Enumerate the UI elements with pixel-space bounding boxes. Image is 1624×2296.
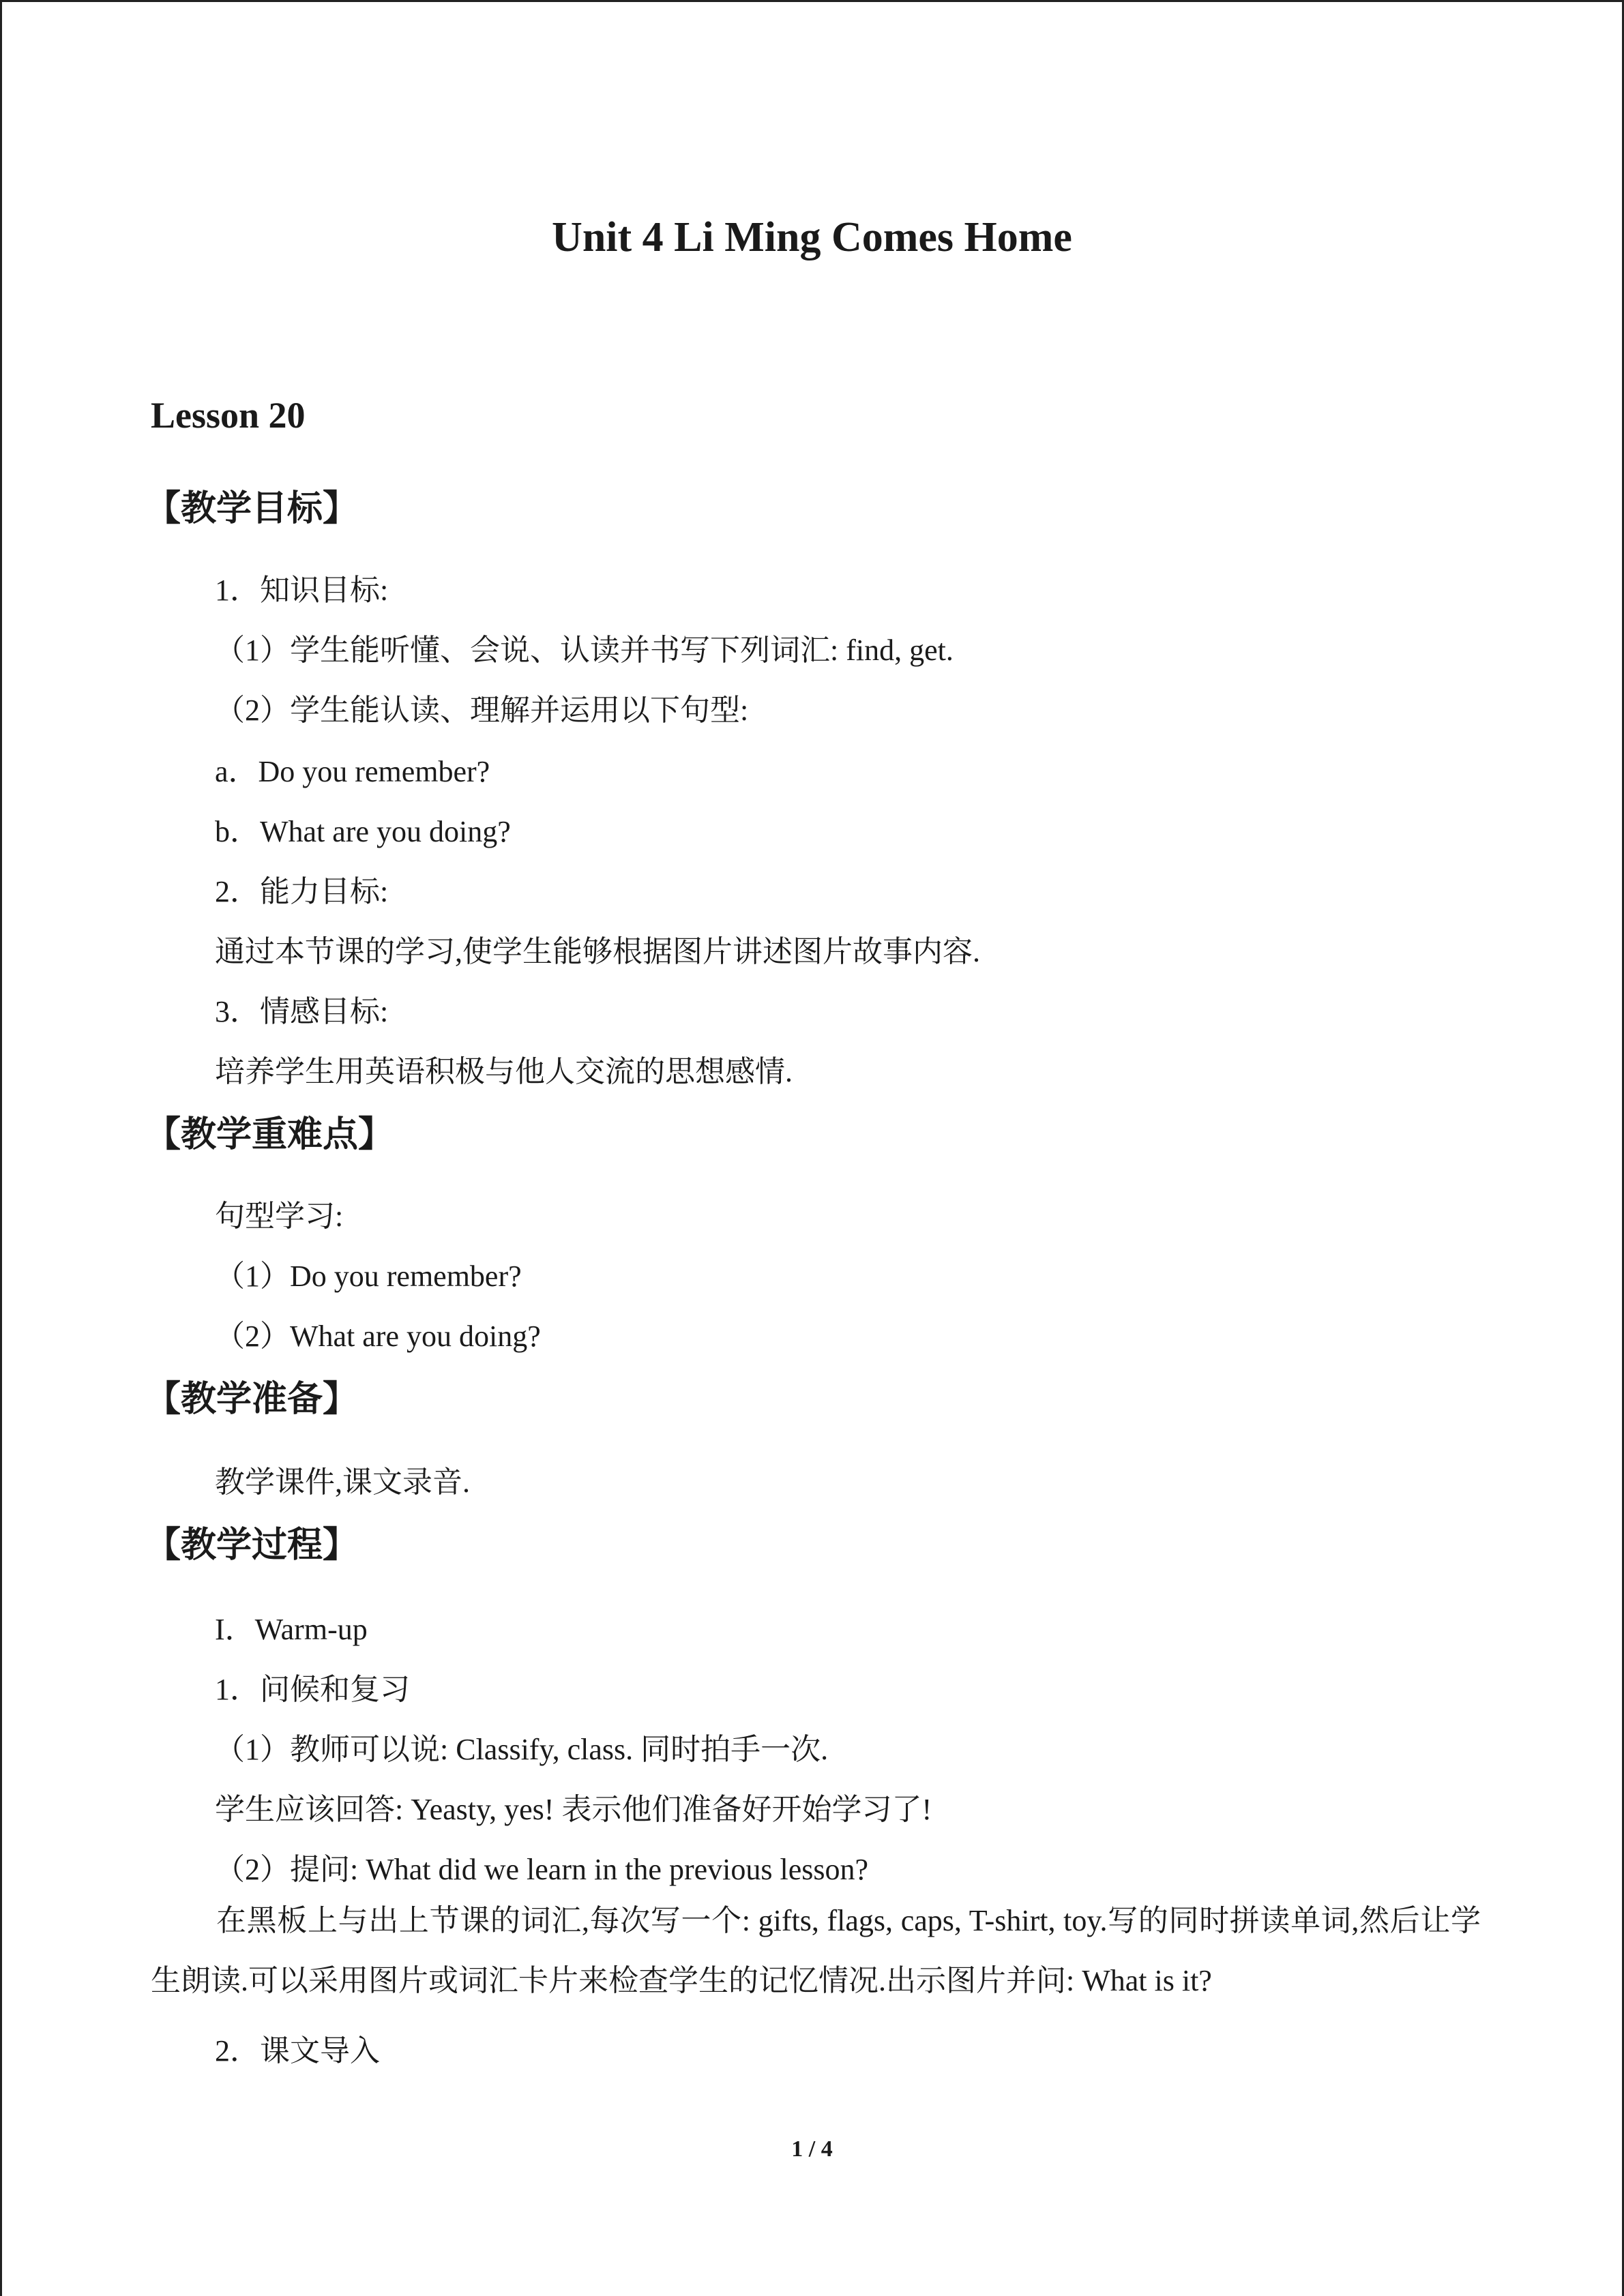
section-heading-process: 【教学过程】 — [145, 1525, 359, 1566]
objectives-line: 3．情感目标: — [215, 995, 389, 1028]
objectives-line: 培养学生用英语积极与他人交流的思想感情. — [215, 1055, 793, 1088]
preparation-line: 教学课件,课文录音. — [215, 1465, 470, 1499]
document-title: Unit 4 Li Ming Comes Home — [552, 214, 1072, 260]
objectives-line: 1．知识目标: — [215, 573, 389, 607]
process-line: 学生应该回答: Yeasty, yes! 表示他们准备好开始学习了! — [215, 1793, 932, 1826]
process-paragraph: 在黑板上与出上节课的词汇,每次写一个: gifts, flags, caps, T-shirt, toy.写的同时拼读单词,然后让学生朗读.可以采用图片或词汇卡片来检查学生的记忆情况.出示图片并问: What is it? — [151, 1904, 1481, 1997]
page-number: 1 / 4 — [791, 2136, 833, 2162]
section-heading-preparation: 【教学准备】 — [145, 1379, 359, 1420]
process-line: （1）教师可以说: Classify, class. 同时拍手一次. — [215, 1733, 829, 1766]
process-line: （2）提问: What did we learn in the previous lesson? — [215, 1853, 869, 1886]
section-heading-objectives: 【教学目标】 — [145, 488, 359, 529]
process-line: 2．课文导入 — [215, 2034, 380, 2068]
process-line: I．Warm-up — [215, 1613, 368, 1646]
lesson-heading: Lesson 20 — [151, 395, 306, 436]
process-line: 1．问候和复习 — [215, 1673, 410, 1706]
section-heading-key-points: 【教学重难点】 — [145, 1114, 394, 1155]
objectives-line: b．What are you doing? — [215, 815, 511, 848]
objectives-line: （1）学生能听懂、会说、认读并书写下列词汇: find, get. — [215, 633, 954, 667]
objectives-line: 2．能力目标: — [215, 875, 389, 908]
objectives-line: a．Do you remember? — [215, 755, 490, 788]
objectives-line: （2）学生能认读、理解并运用以下句型: — [215, 694, 749, 727]
key-points-line: （2）What are you doing? — [215, 1320, 541, 1353]
objectives-line: 通过本节课的学习,使学生能够根据图片讲述图片故事内容. — [215, 935, 980, 968]
key-points-line: （1）Do you remember? — [215, 1259, 522, 1293]
key-points-line: 句型学习: — [215, 1199, 344, 1233]
